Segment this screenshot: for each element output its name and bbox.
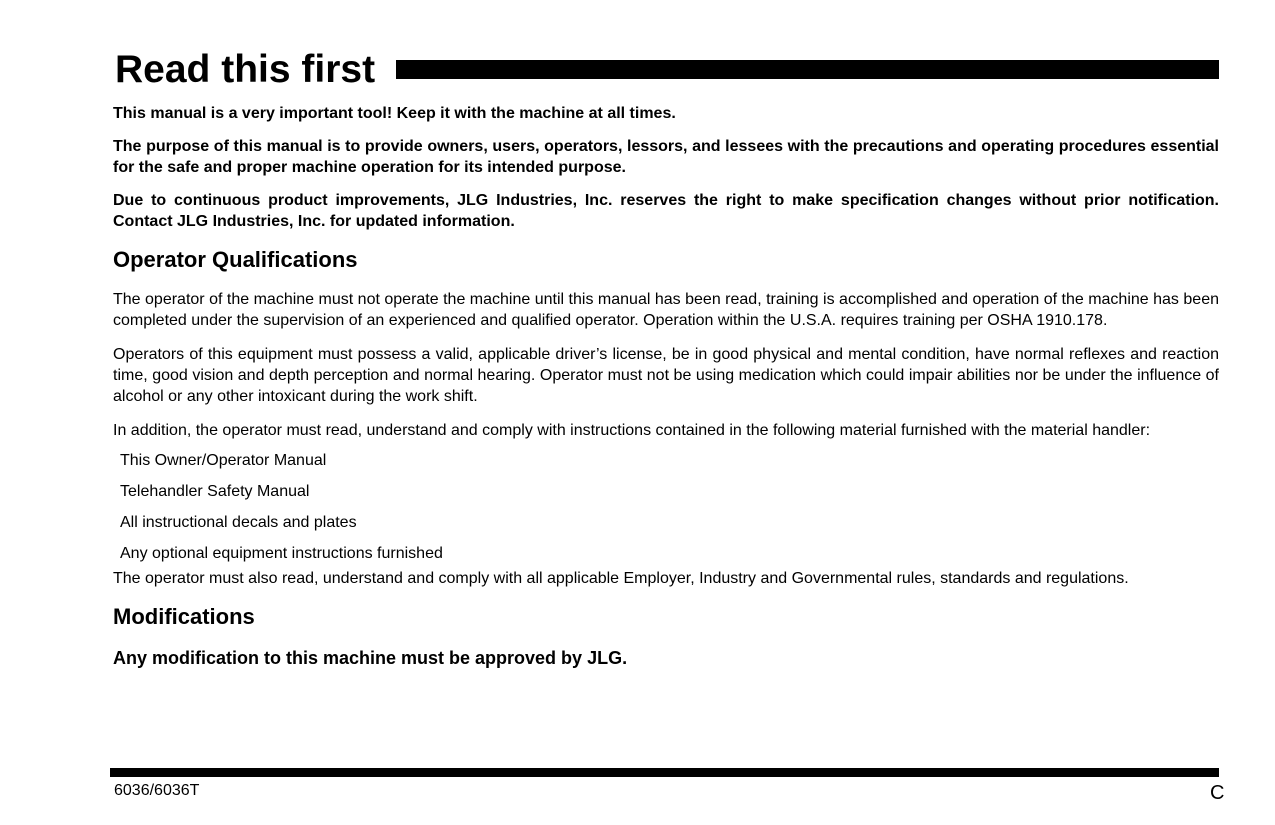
footer-rule (110, 768, 1219, 777)
list-item: This Owner/Operator Manual (120, 452, 327, 469)
intro-paragraph-product-improvements: Due to continuous product improvements, JLG Industries, Inc. reserves the right to make specification changes without prior notification. Contact JLG Industries, Inc. for updated information. (113, 192, 1219, 230)
title-rule (396, 60, 1219, 79)
qualifications-paragraph-training: The operator of the machine must not operate the machine until this manual has been read, training is accomplished and operation of the machine has been completed under the supervision of an experienced and qualified operator. Operation within the U.S.A. requires training per OSHA 1910.178. (113, 291, 1219, 329)
list-item: Any optional equipment instructions furnished (120, 545, 443, 562)
list-item: All instructional decals and plates (120, 514, 357, 531)
list-item: Telehandler Safety Manual (120, 483, 310, 500)
qualifications-paragraph-fitness: Operators of this equipment must possess a valid, applicable driver’s license, be in good physical and mental condition, have normal reflexes and reaction time, good vision and depth perception and normal hearing. Operator must not be using medication which could impair abilities nor be under the influence of alcohol or any other intoxicant during the work shift. (113, 346, 1219, 405)
intro-paragraph-keep-manual: This manual is a very important tool! Keep it with the machine at all times. (113, 105, 676, 122)
rules-compliance-paragraph: The operator must also read, understand and comply with all applicable Employer, Industry and Governmental rules, standards and regulations. (113, 570, 1129, 587)
intro-paragraph-purpose: The purpose of this manual is to provide owners, users, operators, lessors, and lessees with the precautions and operating procedures essential for the safe and proper machine operation for its intended purpose. (113, 138, 1219, 176)
required-materials-list (113, 450, 1219, 564)
footer-page-number: C (1210, 782, 1225, 804)
qualifications-paragraph-materials-intro: In addition, the operator must read, understand and comply with instructions contained in the following material furnished with the material handler: (113, 422, 1151, 439)
modifications-note: Any modification to this machine must be approved by JLG. (113, 648, 628, 668)
operator-qualifications-heading: Operator Qualifications (113, 247, 358, 272)
page-content (113, 103, 1219, 670)
page-title: Read this first (115, 48, 376, 91)
footer-model-number: 6036/6036T (114, 782, 200, 799)
modifications-heading: Modifications (113, 604, 255, 629)
